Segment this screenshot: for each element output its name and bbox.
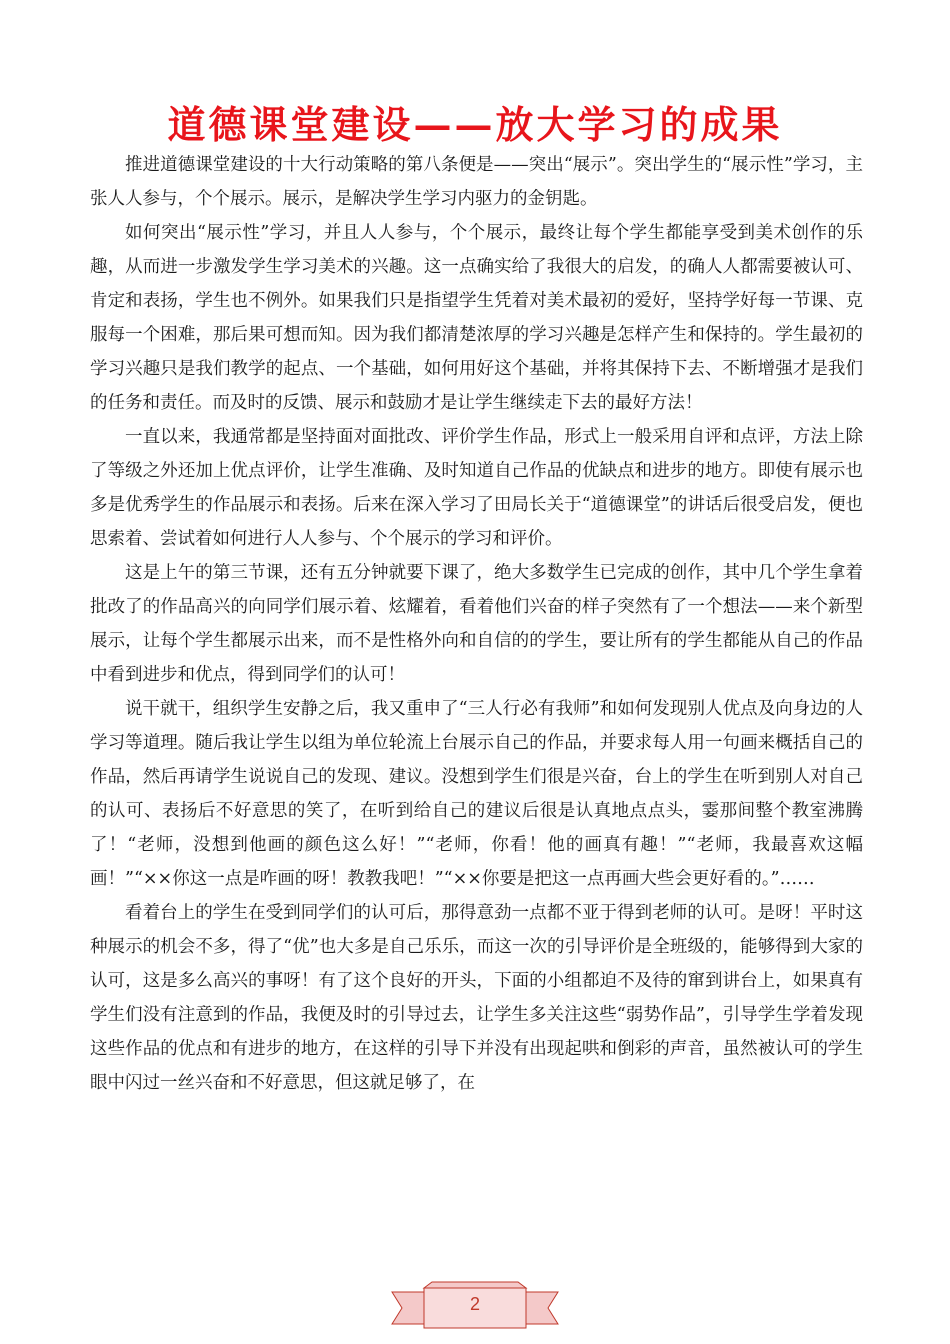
page-number-badge [0,1276,950,1336]
paragraph: 一直以来，我通常都是坚持面对面批改、评价学生作品，形式上一般采用自评和点评，方法上除了等级之外还加上优点评价，让学生准确、及时知道自己作品的优缺点和进步的地方。即使有展示也多是优秀学生的作品展示和表扬。后来在深入学习了田局长关于“道德课堂”的讲话后很受启发，便也思索着、尝试着如何进行人人参与、个个展示的学习和评价。 [90,427,863,549]
paragraph: 看着台上的学生在受到同学们的认可后，那得意劲一点都不亚于得到老师的认可。是呀！平时这种展示的机会不多，得了“优”也大多是自己乐乐，而这一次的引导评价是全班级的，能够得到大家的认可，这是多么高兴的事呀！有了这个良好的开头，下面的小组都迫不及待的窜到讲台上，如果真有学生们没有注意到的作品，我便及时的引导过去，让学生多关注这些“弱势作品”，引导学生学着发现这些作品的优点和有进步的地方，在这样的引导下并没有出现起哄和倒彩的声音，虽然被认可的学生眼中闪过一丝兴奋和不好意思，但这就足够了，在 [90,903,863,1093]
paragraph: 说干就干，组织学生安静之后，我又重申了“三人行必有我师”和如何发现别人优点及向身边的人学习等道理。随后我让学生以组为单位轮流上台展示自己的作品，并要求每人用一句画来概括自己的作品，然后再请学生说说自己的发现、建议。没想到学生们很是兴奋，台上的学生在听到别人对自己的认可、表扬后不好意思的笑了，在听到给自己的建议后很是认真地点点头，霎那间整个教室沸腾了！“老师，没想到他画的颜色这么好！”“老师，你看！他的画真有趣！”“老师，我最喜欢这幅画！”“××你这一点是咋画的呀！教教我吧！”“××你要是把这一点再画大些会更好看的。”…… [90,699,863,889]
paragraph: 这是上午的第三节课，还有五分钟就要下课了，绝大多数学生已完成的创作，其中几个学生拿着批改了的作品高兴的向同学们展示着、炫耀着，看着他们兴奋的样子突然有了一个想法——来个新型展示，让每个学生都展示出来，而不是性格外向和自信的的学生，要让所有的学生都能从自己的作品中看到进步和优点，得到同学们的认可！ [90,563,863,685]
paragraph: 推进道德课堂建设的十大行动策略的第八条便是——突出“展示”。突出学生的“展示性”学习，主张人人参与，个个展示。展示，是解决学生学习内驱力的金钥匙。 [90,155,863,209]
paragraph: 如何突出“展示性”学习，并且人人参与，个个展示，最终让每个学生都能享受到美术创作的乐趣，从而进一步激发学生学习美术的兴趣。这一点确实给了我很大的启发，的确人人都需要被认可、肯定和表扬，学生也不例外。如果我们只是指望学生凭着对美术最初的爱好，坚持学好每一节课、克服每一个困难，那后果可想而知。因为我们都清楚浓厚的学习兴趣是怎样产生和保持的。学生最初的学习兴趣只是我们教学的起点、一个基础，如何用好这个基础，并将其保持下去、不断增强才是我们的任务和责任。而及时的反馈、展示和鼓励才是让学生继续走下去的最好方法！ [90,223,863,413]
page-number: 2 [469,1294,480,1314]
page-title: 道德课堂建设——放大学习的成果 [167,102,783,147]
article-body [90,148,863,1100]
